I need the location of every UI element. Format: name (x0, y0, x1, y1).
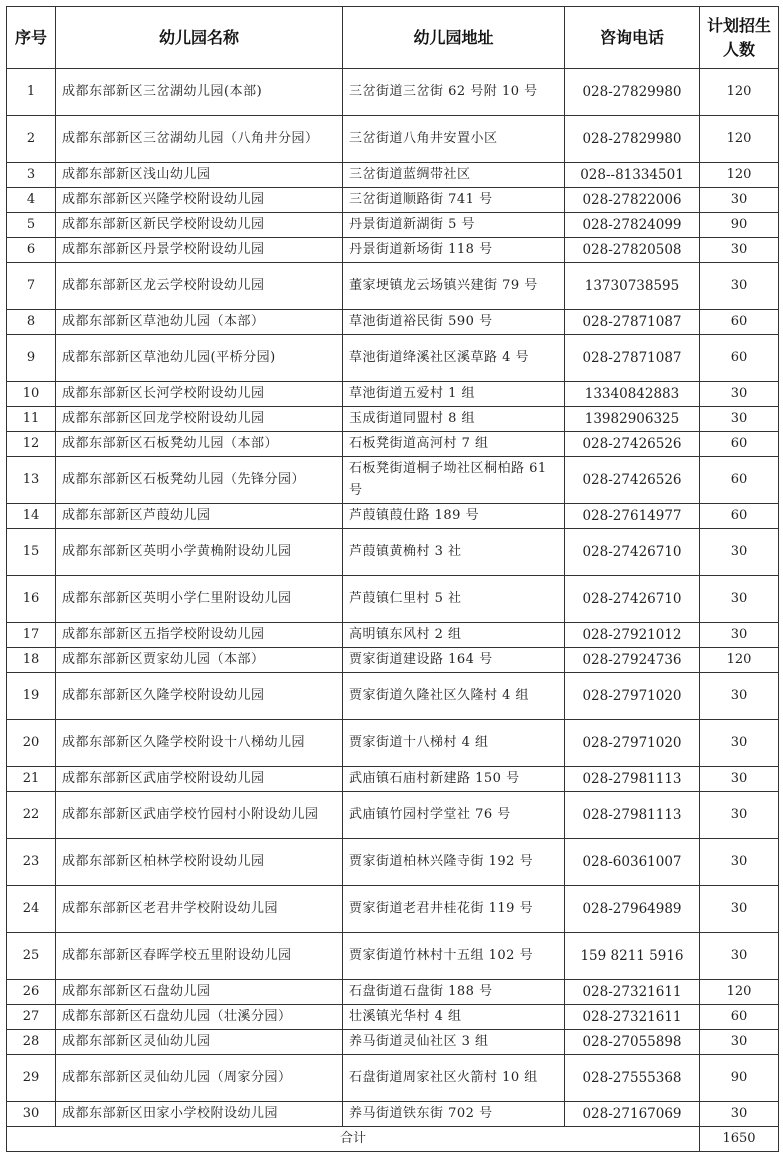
row-number: 3 (7, 163, 56, 188)
kindergarten-name: 成都东部新区老君井学校附设幼儿园 (56, 886, 343, 933)
kindergarten-address: 芦葭镇仁里村 5 社 (343, 576, 565, 623)
kindergarten-address: 三岔街道蓝绸带社区 (343, 163, 565, 188)
row-number: 23 (7, 839, 56, 886)
row-number: 1 (7, 69, 56, 116)
row-number: 7 (7, 263, 56, 310)
kindergarten-name: 成都东部新区浅山幼儿园 (56, 163, 343, 188)
planned-enrollment: 120 (700, 69, 779, 116)
contact-phone: 028-27829980 (565, 69, 700, 116)
kindergarten-name: 成都东部新区石盘幼儿园（壮溪分园） (56, 1005, 343, 1030)
table-row (7, 529, 779, 576)
row-number: 17 (7, 623, 56, 648)
kindergarten-address: 董家埂镇龙云场镇兴建街 79 号 (343, 263, 565, 310)
planned-enrollment: 30 (700, 407, 779, 432)
contact-phone: 13982906325 (565, 407, 700, 432)
kindergarten-address: 贾家街道建设路 164 号 (343, 648, 565, 673)
contact-phone: 028-27971020 (565, 720, 700, 767)
kindergarten-name: 成都东部新区久隆学校附设十八梯幼儿园 (56, 720, 343, 767)
planned-enrollment: 60 (700, 335, 779, 382)
contact-phone: 028-27964989 (565, 886, 700, 933)
planned-enrollment: 120 (700, 980, 779, 1005)
kindergarten-address: 壮溪镇光华村 4 组 (343, 1005, 565, 1030)
contact-phone: 028-27614977 (565, 504, 700, 529)
header-address: 幼儿园地址 (343, 7, 565, 69)
total-row (7, 1127, 779, 1152)
table-row (7, 839, 779, 886)
planned-enrollment: 30 (700, 1102, 779, 1127)
table-row (7, 980, 779, 1005)
table-row (7, 886, 779, 933)
planned-enrollment: 60 (700, 310, 779, 335)
kindergarten-name: 成都东部新区灵仙幼儿园 (56, 1030, 343, 1055)
planned-enrollment: 30 (700, 238, 779, 263)
contact-phone: 028-27822006 (565, 188, 700, 213)
kindergarten-name: 成都东部新区贾家幼儿园（本部） (56, 648, 343, 673)
contact-phone: 028-27981113 (565, 767, 700, 792)
table-row (7, 504, 779, 529)
kindergarten-name: 成都东部新区新民学校附设幼儿园 (56, 213, 343, 238)
table-row (7, 188, 779, 213)
kindergarten-address: 贾家街道久隆社区久隆村 4 组 (343, 673, 565, 720)
kindergarten-name: 成都东部新区英明小学仁里附设幼儿园 (56, 576, 343, 623)
kindergarten-address: 贾家街道竹林村十五组 102 号 (343, 933, 565, 980)
table-row (7, 673, 779, 720)
contact-phone: 028-60361007 (565, 839, 700, 886)
kindergarten-name: 成都东部新区回龙学校附设幼儿园 (56, 407, 343, 432)
row-number: 6 (7, 238, 56, 263)
kindergarten-address: 丹景街道新场街 118 号 (343, 238, 565, 263)
table-row (7, 1005, 779, 1030)
contact-phone: 028-27426710 (565, 529, 700, 576)
row-number: 2 (7, 116, 56, 163)
table-row (7, 335, 779, 382)
kindergarten-name: 成都东部新区丹景学校附设幼儿园 (56, 238, 343, 263)
kindergarten-address: 石盘街道石盘街 188 号 (343, 980, 565, 1005)
planned-enrollment: 30 (700, 933, 779, 980)
kindergarten-address: 石板凳街道高河村 7 组 (343, 432, 565, 457)
contact-phone: 028-27981113 (565, 792, 700, 839)
header-row (7, 7, 779, 69)
kindergarten-address: 草池街道裕民街 590 号 (343, 310, 565, 335)
contact-phone: 028-27921012 (565, 623, 700, 648)
contact-phone: 028-27055898 (565, 1030, 700, 1055)
table-row (7, 116, 779, 163)
kindergarten-name: 成都东部新区石板凳幼儿园（先锋分园） (56, 457, 343, 504)
kindergarten-name: 成都东部新区久隆学校附设幼儿园 (56, 673, 343, 720)
header-phone: 咨询电话 (565, 7, 700, 69)
table-row (7, 382, 779, 407)
table-row (7, 933, 779, 980)
planned-enrollment: 60 (700, 457, 779, 504)
kindergarten-name: 成都东部新区兴隆学校附设幼儿园 (56, 188, 343, 213)
kindergarten-address: 玉成街道同盟村 8 组 (343, 407, 565, 432)
table-row (7, 263, 779, 310)
contact-phone: 028--81334501 (565, 163, 700, 188)
row-number: 28 (7, 1030, 56, 1055)
kindergarten-address: 武庙镇竹园村学堂社 76 号 (343, 792, 565, 839)
planned-enrollment: 60 (700, 1005, 779, 1030)
table-body (7, 69, 779, 1127)
kindergarten-address: 丹景街道新湖街 5 号 (343, 213, 565, 238)
row-number: 16 (7, 576, 56, 623)
planned-enrollment: 30 (700, 576, 779, 623)
kindergarten-name: 成都东部新区草池幼儿园（本部） (56, 310, 343, 335)
contact-phone: 028-27167069 (565, 1102, 700, 1127)
contact-phone: 028-27321611 (565, 1005, 700, 1030)
planned-enrollment: 30 (700, 263, 779, 310)
row-number: 9 (7, 335, 56, 382)
table-row (7, 648, 779, 673)
planned-enrollment: 30 (700, 529, 779, 576)
row-number: 20 (7, 720, 56, 767)
total-value: 1650 (700, 1127, 779, 1152)
kindergarten-address: 养马街道灵仙社区 3 组 (343, 1030, 565, 1055)
row-number: 27 (7, 1005, 56, 1030)
kindergarten-address: 芦葭镇黄桷村 3 社 (343, 529, 565, 576)
kindergarten-name: 成都东部新区柏林学校附设幼儿园 (56, 839, 343, 886)
contact-phone: 028-27426526 (565, 432, 700, 457)
planned-enrollment: 30 (700, 382, 779, 407)
kindergarten-address: 芦葭镇葭仕路 189 号 (343, 504, 565, 529)
planned-enrollment: 120 (700, 163, 779, 188)
row-number: 24 (7, 886, 56, 933)
table-row (7, 792, 779, 839)
planned-enrollment: 30 (700, 720, 779, 767)
kindergarten-name: 成都东部新区武庙学校附设幼儿园 (56, 767, 343, 792)
planned-enrollment: 30 (700, 839, 779, 886)
kindergarten-address: 三岔街道三岔街 62 号附 10 号 (343, 69, 565, 116)
table-row (7, 720, 779, 767)
kindergarten-address: 贾家街道柏林兴隆寺街 192 号 (343, 839, 565, 886)
header-plan: 计划招生人数 (700, 7, 779, 69)
kindergarten-name: 成都东部新区三岔湖幼儿园（八角井分园） (56, 116, 343, 163)
table-row (7, 1102, 779, 1127)
planned-enrollment: 30 (700, 767, 779, 792)
table-row (7, 432, 779, 457)
kindergarten-name: 成都东部新区石盘幼儿园 (56, 980, 343, 1005)
planned-enrollment: 60 (700, 432, 779, 457)
contact-phone: 13340842883 (565, 382, 700, 407)
kindergarten-address: 养马街道铁东街 702 号 (343, 1102, 565, 1127)
kindergarten-address: 贾家街道十八梯村 4 组 (343, 720, 565, 767)
table-row (7, 407, 779, 432)
planned-enrollment: 30 (700, 673, 779, 720)
kindergarten-name: 成都东部新区灵仙幼儿园（周家分园） (56, 1055, 343, 1102)
contact-phone: 028-27426710 (565, 576, 700, 623)
kindergarten-name: 成都东部新区武庙学校竹园村小附设幼儿园 (56, 792, 343, 839)
kindergarten-address: 高明镇东风村 2 组 (343, 623, 565, 648)
table-row (7, 1030, 779, 1055)
contact-phone: 028-27871087 (565, 310, 700, 335)
row-number: 26 (7, 980, 56, 1005)
contact-phone: 028-27321611 (565, 980, 700, 1005)
kindergarten-name: 成都东部新区五指学校附设幼儿园 (56, 623, 343, 648)
row-number: 21 (7, 767, 56, 792)
kindergarten-name: 成都东部新区三岔湖幼儿园(本部) (56, 69, 343, 116)
kindergarten-name: 成都东部新区田家小学校附设幼儿园 (56, 1102, 343, 1127)
row-number: 12 (7, 432, 56, 457)
table-row (7, 1055, 779, 1102)
planned-enrollment: 30 (700, 792, 779, 839)
contact-phone: 028-27829980 (565, 116, 700, 163)
header-name: 幼儿园名称 (56, 7, 343, 69)
planned-enrollment: 30 (700, 886, 779, 933)
kindergarten-address: 贾家街道老君井桂花街 119 号 (343, 886, 565, 933)
contact-phone: 028-27871087 (565, 335, 700, 382)
kindergarten-name: 成都东部新区草池幼儿园(平桥分园) (56, 335, 343, 382)
planned-enrollment: 120 (700, 116, 779, 163)
kindergarten-address: 石盘街道周家社区火箭村 10 组 (343, 1055, 565, 1102)
contact-phone: 028-27824099 (565, 213, 700, 238)
contact-phone: 028-27924736 (565, 648, 700, 673)
row-number: 5 (7, 213, 56, 238)
table-row (7, 576, 779, 623)
row-number: 8 (7, 310, 56, 335)
planned-enrollment: 90 (700, 1055, 779, 1102)
table-row (7, 623, 779, 648)
table-row (7, 457, 779, 504)
row-number: 25 (7, 933, 56, 980)
table-row (7, 69, 779, 116)
table-row (7, 213, 779, 238)
kindergarten-address: 草池街道五爱村 1 组 (343, 382, 565, 407)
row-number: 19 (7, 673, 56, 720)
contact-phone: 028-27555368 (565, 1055, 700, 1102)
table-row (7, 163, 779, 188)
kindergarten-name: 成都东部新区英明小学黄桷附设幼儿园 (56, 529, 343, 576)
row-number: 11 (7, 407, 56, 432)
row-number: 30 (7, 1102, 56, 1127)
planned-enrollment: 30 (700, 1030, 779, 1055)
planned-enrollment: 30 (700, 623, 779, 648)
kindergarten-name: 成都东部新区芦葭幼儿园 (56, 504, 343, 529)
row-number: 22 (7, 792, 56, 839)
kindergarten-address: 草池街道绛溪社区溪草路 4 号 (343, 335, 565, 382)
row-number: 14 (7, 504, 56, 529)
row-number: 29 (7, 1055, 56, 1102)
kindergarten-enrollment-table (6, 6, 779, 1152)
kindergarten-address: 三岔街道八角井安置小区 (343, 116, 565, 163)
contact-phone: 028-27971020 (565, 673, 700, 720)
kindergarten-name: 成都东部新区长河学校附设幼儿园 (56, 382, 343, 407)
planned-enrollment: 90 (700, 213, 779, 238)
kindergarten-name: 成都东部新区龙云学校附设幼儿园 (56, 263, 343, 310)
table-row (7, 310, 779, 335)
planned-enrollment: 120 (700, 648, 779, 673)
planned-enrollment: 60 (700, 504, 779, 529)
row-number: 4 (7, 188, 56, 213)
table-row (7, 767, 779, 792)
contact-phone: 159 8211 5916 (565, 933, 700, 980)
row-number: 13 (7, 457, 56, 504)
contact-phone: 028-27820508 (565, 238, 700, 263)
contact-phone: 028-27426526 (565, 457, 700, 504)
kindergarten-address: 石板凳街道桐子坳社区桐柏路 61 号 (343, 457, 565, 504)
kindergarten-name: 成都东部新区石板凳幼儿园（本部） (56, 432, 343, 457)
row-number: 10 (7, 382, 56, 407)
table-row (7, 238, 779, 263)
header-no: 序号 (7, 7, 56, 69)
row-number: 15 (7, 529, 56, 576)
kindergarten-name: 成都东部新区春晖学校五里附设幼儿园 (56, 933, 343, 980)
kindergarten-address: 三岔街道顺路街 741 号 (343, 188, 565, 213)
total-label: 合计 (7, 1127, 700, 1152)
row-number: 18 (7, 648, 56, 673)
planned-enrollment: 30 (700, 188, 779, 213)
kindergarten-address: 武庙镇石庙村新建路 150 号 (343, 767, 565, 792)
contact-phone: 13730738595 (565, 263, 700, 310)
